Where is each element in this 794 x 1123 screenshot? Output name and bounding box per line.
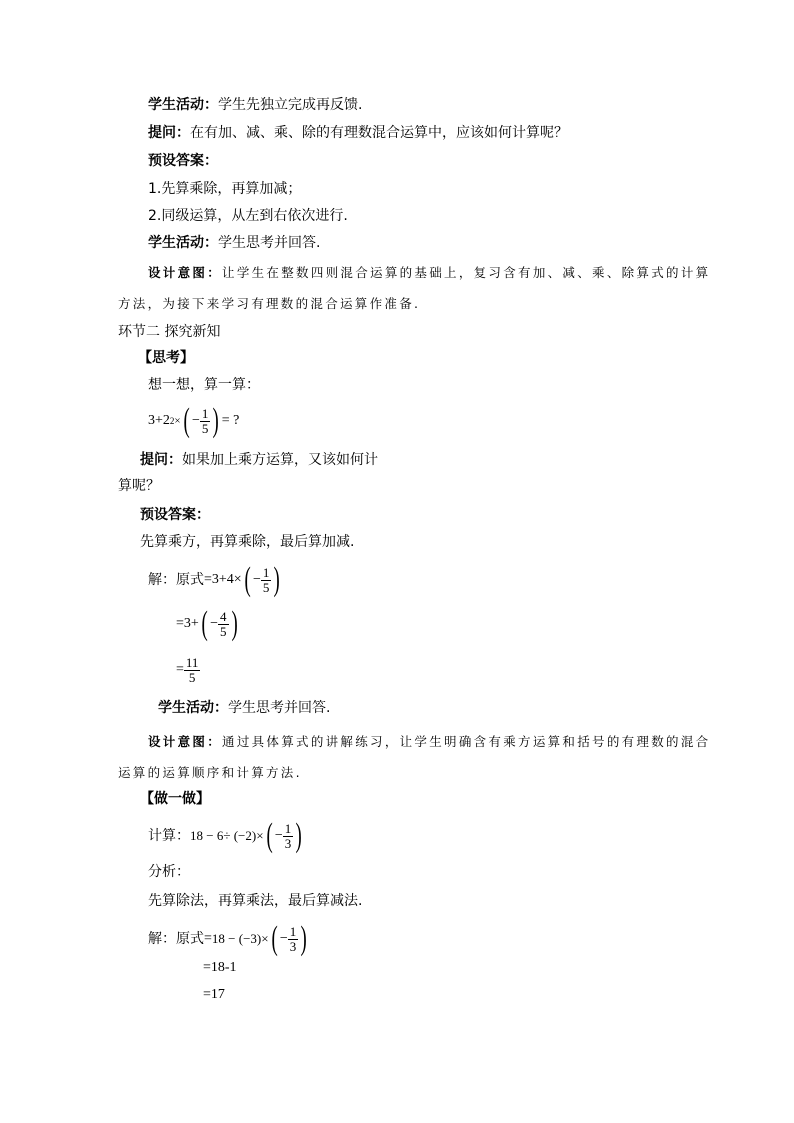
- formula-part: =3+4×: [204, 572, 242, 587]
- answer-item-1: 1.先算乘除，再算加减；: [148, 181, 302, 197]
- fraction: [261, 566, 272, 595]
- student-activity-2: [148, 233, 320, 253]
- formula-part: =: [204, 931, 212, 946]
- do-title: 【做一做】: [140, 791, 210, 807]
- design-intent-1-cont: 方法，为接下来学习有理数的混合运算作准备.: [118, 296, 421, 311]
- fraction: [288, 925, 299, 954]
- think-text: 想一想，算一算：: [148, 377, 260, 393]
- label: 设计意图：: [148, 265, 223, 280]
- solution2-step-3: =17: [203, 987, 225, 1002]
- label: 学生活动：: [148, 235, 218, 251]
- formula-part: 18 − 6÷ (−2)×: [190, 828, 264, 843]
- text: 通过具体算式的讲解练习，让学生明确含有乘方运算和括号的有理数的混合: [222, 734, 711, 749]
- preset-answer-label-2: 预设答案：: [140, 507, 210, 523]
- minus-sign: −: [253, 572, 261, 587]
- denominator: 3: [289, 938, 297, 954]
- denominator: 5: [220, 623, 227, 639]
- minus-sign: −: [210, 616, 219, 631]
- label: 设计意图：: [148, 734, 223, 749]
- think-title: 【思考】: [138, 350, 194, 366]
- right-paren: ): [231, 605, 238, 642]
- minus-sign: −: [279, 931, 288, 946]
- fraction: [200, 407, 211, 436]
- denominator: 3: [284, 835, 292, 851]
- right-paren: ): [212, 402, 220, 439]
- left-paren: (: [183, 402, 190, 439]
- design-intent-2-cont: 运算的运算顺序和计算方法.: [118, 765, 302, 780]
- formula-part: =3+: [176, 616, 199, 631]
- calc-label: 计算：: [148, 828, 190, 844]
- preset-answer-label-1: 预设答案：: [148, 153, 218, 169]
- question-1: [148, 123, 568, 143]
- numerator: 11: [185, 654, 199, 670]
- student-activity-3: [158, 698, 330, 718]
- text: 学生先独立完成再反馈.: [218, 97, 363, 113]
- question-2-cont: 算呢？: [118, 478, 160, 494]
- formula-part: =: [176, 662, 184, 677]
- left-paren: (: [271, 920, 278, 957]
- question-2: [140, 450, 378, 470]
- label: 提问：: [148, 125, 190, 141]
- analysis-text: 先算除法，再算乘法，最后算减法.: [148, 893, 363, 909]
- label: 学生活动：: [148, 97, 218, 113]
- formula-part: = ?: [221, 413, 240, 428]
- question-formula: [148, 403, 239, 439]
- left-paren: (: [201, 605, 208, 642]
- formula-part: 3+2: [148, 413, 170, 428]
- minus-sign: −: [274, 828, 283, 843]
- formula-part: 18 − (−3)×: [211, 931, 269, 946]
- numerator: 1: [289, 923, 297, 939]
- numerator: 1: [201, 405, 209, 421]
- solution-label: 解：原式: [148, 931, 204, 947]
- numerator: 1: [262, 564, 270, 580]
- minus-sign: −: [191, 413, 200, 428]
- student-activity-1: [148, 95, 362, 115]
- solution2-step-2: =18-1: [203, 960, 237, 975]
- fraction: [218, 610, 229, 639]
- times-sign: ×: [174, 415, 181, 427]
- design-intent-1: [148, 263, 710, 283]
- fraction: [184, 656, 201, 685]
- text: 如果加上乘方运算，又该如何计: [182, 452, 378, 468]
- text: 学生思考并回答.: [218, 235, 321, 251]
- answer-item-2: 2.同级运算，从左到右依次进行.: [148, 208, 348, 224]
- label: 学生活动：: [158, 700, 228, 716]
- right-paren: ): [295, 817, 303, 854]
- numerator: 1: [284, 820, 292, 836]
- left-paren: (: [244, 561, 251, 598]
- fraction: [283, 822, 294, 851]
- exponent: 2: [169, 416, 175, 426]
- design-intent-2: [148, 732, 710, 752]
- text: 在有加、减、乘、除的有理数混合运算中，应该如何计算呢？: [190, 125, 568, 141]
- calc-problem: [148, 816, 305, 856]
- solution-step-1: [148, 560, 283, 600]
- text: 让学生在整数四则混合运算的基础上，复习含有加、减、乘、除算式的计算: [222, 265, 711, 280]
- denominator: 5: [188, 669, 196, 685]
- numerator: 4: [220, 608, 227, 624]
- solution-step-3: [176, 650, 200, 690]
- left-paren: (: [266, 817, 273, 854]
- solution-step-2: [176, 604, 240, 644]
- preset-answer-text-2: 先算乘方，再算乘除，最后算加减.: [140, 534, 355, 550]
- label: 提问：: [140, 452, 182, 468]
- right-paren: ): [300, 920, 308, 957]
- text: 学生思考并回答.: [228, 700, 331, 716]
- solution-label: 解：原式: [148, 572, 204, 588]
- analysis-label: 分析：: [148, 864, 190, 880]
- solution2-step-1: [148, 919, 310, 959]
- section-heading-2: 环节二 探究新知: [118, 324, 221, 340]
- right-paren: ): [273, 561, 281, 598]
- denominator: 5: [201, 420, 209, 436]
- denominator: 5: [262, 579, 270, 595]
